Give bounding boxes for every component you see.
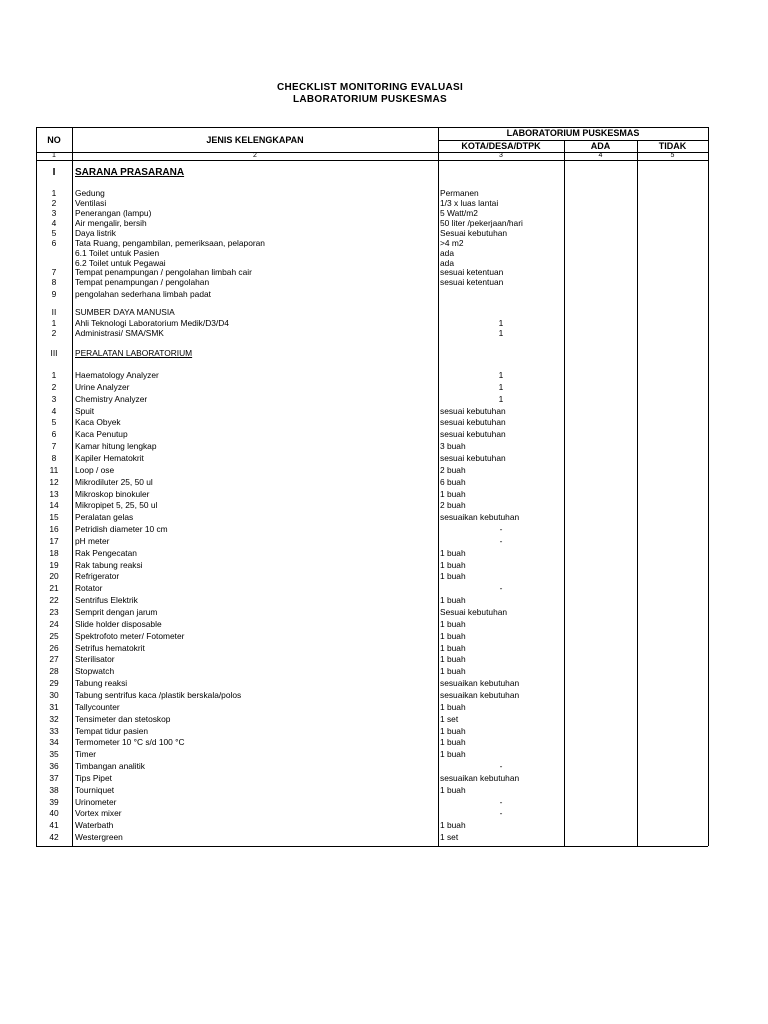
row-item: Chemistry Analyzer [75,394,148,404]
document-title-line1: CHECKLIST MONITORING EVALUASI [276,82,464,93]
row-item: pengolahan sederhana limbah padat [75,289,211,299]
row-standard-value: sesuai kebutuhan [440,406,506,416]
row-item: Haematology Analyzer [75,370,159,380]
row-standard-value: - [499,524,503,534]
row-standard-value: Permanen [440,188,479,198]
row-standard-value: sesuai ketentuan [440,267,504,277]
row-number: 16 [49,524,59,534]
row-number: 9 [51,289,57,299]
row-item: Urine Analyzer [75,382,130,392]
row-standard-value: 1 buah [440,785,466,795]
row-standard-value: 1 buah [440,595,466,605]
row-item: Kamar hitung lengkap [75,441,157,451]
row-item: Mikroskop binokuler [75,489,150,499]
row-item: Sterilisator [75,654,115,664]
row-item: Sentrifus Elektrik [75,595,138,605]
row-number: 34 [49,737,59,747]
row-number: 25 [49,631,59,641]
row-standard-value: 1 buah [440,820,466,830]
row-number: 5 [51,228,57,238]
row-number: 23 [49,607,59,617]
row-standard-value: 50 liter /pekerjaan/hari [440,218,523,228]
row-number: 6 [51,429,57,439]
row-number: 2 [51,328,57,338]
row-standard-value: 1 buah [440,548,466,558]
row-standard-value: - [499,583,503,593]
row-item: Petridish diameter 10 cm [75,524,168,534]
row-number: 30 [49,690,59,700]
row-number: 12 [49,477,59,487]
row-number: 36 [49,761,59,771]
row-number: 6 [51,238,57,248]
col-border-ada [564,140,565,846]
row-standard-value: 1 [498,328,504,338]
row-item: Setrifus hematokrit [75,643,145,653]
col-border-tidak [637,140,638,846]
row-number: 15 [49,512,59,522]
row-number: 7 [51,441,57,451]
row-item: Peralatan gelas [75,512,134,522]
row-standard-value: 1 set [440,714,459,724]
row-standard-value: ada [440,248,454,258]
row-item: Daya listrik [75,228,116,238]
row-standard-value: 1 buah [440,643,466,653]
row-standard-value: 3 buah [440,441,466,451]
row-standard-value: 1 buah [440,666,466,676]
row-number: 7 [51,267,57,277]
row-number: 3 [51,208,57,218]
section-number: III [50,348,58,358]
row-item: Tempat penampungan / pengolahan [75,277,210,287]
row-item: Slide holder disposable [75,619,162,629]
row-standard-value: >4 m2 [440,238,464,248]
row-item: Penerangan (lampu) [75,208,152,218]
row-item: 6.1 Toilet untuk Pasien [75,248,160,258]
row-number: 27 [49,654,59,664]
row-number: 35 [49,749,59,759]
section-title: SARANA PRASARANA [75,167,185,178]
row-standard-value: - [499,536,503,546]
row-number: 29 [49,678,59,688]
row-item: Tempat penampungan / pengolahan limbah cair [75,267,252,277]
row-number: 33 [49,726,59,736]
column-number-1: 1 [52,152,56,159]
row-number: 37 [49,773,59,783]
row-standard-value: 6 buah [440,477,466,487]
row-standard-value: 1 buah [440,560,466,570]
row-number: 14 [49,500,59,510]
row-standard-value: 1 [498,318,504,328]
header-tidak: TIDAK [658,141,687,151]
table-bottom-border [36,846,708,847]
row-standard-value: ada [440,258,454,268]
row-item: Tabung sentrifus kaca /plastik berskala/polos [75,690,242,700]
row-number: 4 [51,218,57,228]
row-item: Gedung [75,188,105,198]
row-number: 1 [51,188,57,198]
row-item: Mikrodiluter 25, 50 ul [75,477,153,487]
row-number: 42 [49,832,59,842]
row-standard-value: 1 buah [440,571,466,581]
row-standard-value: sesuaikan kebutuhan [440,512,520,522]
row-number: 11 [49,465,59,475]
row-item: Vortex mixer [75,808,122,818]
row-number: 40 [49,808,59,818]
row-number: 2 [51,198,57,208]
row-standard-value: 1 buah [440,489,466,499]
row-item: Kaca Penutup [75,429,128,439]
row-standard-value: 1 buah [440,654,466,664]
row-number: 20 [49,571,59,581]
col-border-jenis [72,127,73,846]
row-item: Mikropipet 5, 25, 50 ul [75,500,158,510]
row-item: Tata Ruang, pengambilan, pemeriksaan, pelaporan [75,238,265,248]
row-item: Rak Pengecatan [75,548,137,558]
row-standard-value: - [499,797,503,807]
column-number-3: 3 [499,152,503,159]
row-number: 8 [51,453,57,463]
row-item: Kaca Obyek [75,417,121,427]
header-no: NO [47,135,61,145]
row-number: 18 [49,548,59,558]
row-number: 22 [49,595,59,605]
column-number-5: 5 [670,152,675,159]
document-title-line2: LABORATORIUM PUSKESMAS [292,94,447,105]
row-standard-value: 1 buah [440,749,466,759]
row-number: 28 [49,666,59,676]
row-item: Tempat tidur pasien [75,726,149,736]
row-standard-value: - [499,761,503,771]
header-kota-desa-dtpk: KOTA/DESA/DTPK [461,141,541,151]
row-number: 8 [51,277,57,287]
row-standard-value: 1 buah [440,726,466,736]
row-item: Air mengalir, bersih [75,218,147,228]
row-standard-value: sesuaikan kebutuhan [440,773,520,783]
row-item: Loop / ose [75,465,115,475]
row-number: 38 [49,785,59,795]
row-standard-value: sesuai kebutuhan [440,417,506,427]
row-standard-value: 1 buah [440,737,466,747]
row-item: Tourniquet [75,785,115,795]
row-standard-value: sesuai kebutuhan [440,453,506,463]
row-standard-value: 1 [498,370,504,380]
col-border-right [708,127,709,846]
row-item: pH meter [75,536,110,546]
row-number: 26 [49,643,59,653]
row-item: Semprit dengan jarum [75,607,158,617]
row-standard-value: Sesuai kebutuhan [440,228,508,238]
row-standard-value: 1 buah [440,702,466,712]
row-item: Westergreen [75,832,123,842]
row-item: Stopwatch [75,666,115,676]
colnum-divider [36,160,708,161]
row-standard-value: - [499,808,503,818]
row-item: Kapiler Hematokrit [75,453,144,463]
row-item: Timbangan analitik [75,761,145,771]
row-number: 32 [49,714,59,724]
row-standard-value: Sesuai kebutuhan [440,607,508,617]
header-jenis: JENIS KELENGKAPAN [206,135,304,145]
row-standard-value: 1 [498,394,504,404]
section-title: SUMBER DAYA MANUSIA [75,307,175,317]
row-standard-value: 2 buah [440,500,466,510]
header-lab-puskesmas: LABORATORIUM PUSKESMAS [506,128,640,138]
row-standard-value: 1 set [440,832,459,842]
row-item: Administrasi/ SMA/SMK [75,328,164,338]
row-item: Spektrofoto meter/ Fotometer [75,631,185,641]
row-number: 1 [51,370,57,380]
row-item: Tensimeter dan stetoskop [75,714,171,724]
row-standard-value: 1 buah [440,619,466,629]
row-item: Spuit [75,406,95,416]
row-standard-value: 2 buah [440,465,466,475]
header-ada: ADA [590,141,611,151]
row-item: Urinometer [75,797,117,807]
row-item: Tabung reaksi [75,678,128,688]
row-number: 19 [49,560,59,570]
row-standard-value: sesuai kebutuhan [440,429,506,439]
row-item: Termometer 10 °C s/d 100 °C [75,737,185,747]
row-number: 4 [51,406,57,416]
row-number: 24 [49,619,59,629]
row-item: Ventilasi [75,198,107,208]
row-number: 31 [49,702,59,712]
row-standard-value: sesuai ketentuan [440,277,504,287]
row-standard-value: 1/3 x luas lantai [440,198,499,208]
col-border-kota [438,127,439,846]
row-number: 2 [51,382,57,392]
row-number: 17 [49,536,59,546]
row-number: 1 [51,318,57,328]
row-standard-value: sesuaikan kebutuhan [440,690,520,700]
column-number-4: 4 [598,152,603,159]
row-standard-value: 1 [498,382,504,392]
row-item: Timer [75,749,97,759]
row-number: 41 [49,820,59,830]
row-item: Refrigerator [75,571,120,581]
row-item: Tallycounter [75,702,120,712]
row-item: Rotator [75,583,103,593]
row-standard-value: sesuaikan kebutuhan [440,678,520,688]
row-item: Rak tabung reaksi [75,560,143,570]
row-standard-value: 1 buah [440,631,466,641]
row-number: 21 [49,583,59,593]
row-item: Ahli Teknologi Laboratorium Medik/D3/D4 [75,318,229,328]
row-item: Waterbath [75,820,114,830]
row-number: 13 [49,489,59,499]
column-number-2: 2 [253,152,257,159]
section-number: II [51,307,57,317]
section-title: PERALATAN LABORATORIUM [75,348,193,358]
row-number: 39 [49,797,59,807]
row-item: Tips Pipet [75,773,112,783]
row-number: 5 [51,417,57,427]
section-number: I [52,167,56,178]
row-number: 3 [51,394,57,404]
row-standard-value: 5 Watt/m2 [440,208,478,218]
row-item: 6.2 Toilet untuk Pegawai [75,258,166,268]
